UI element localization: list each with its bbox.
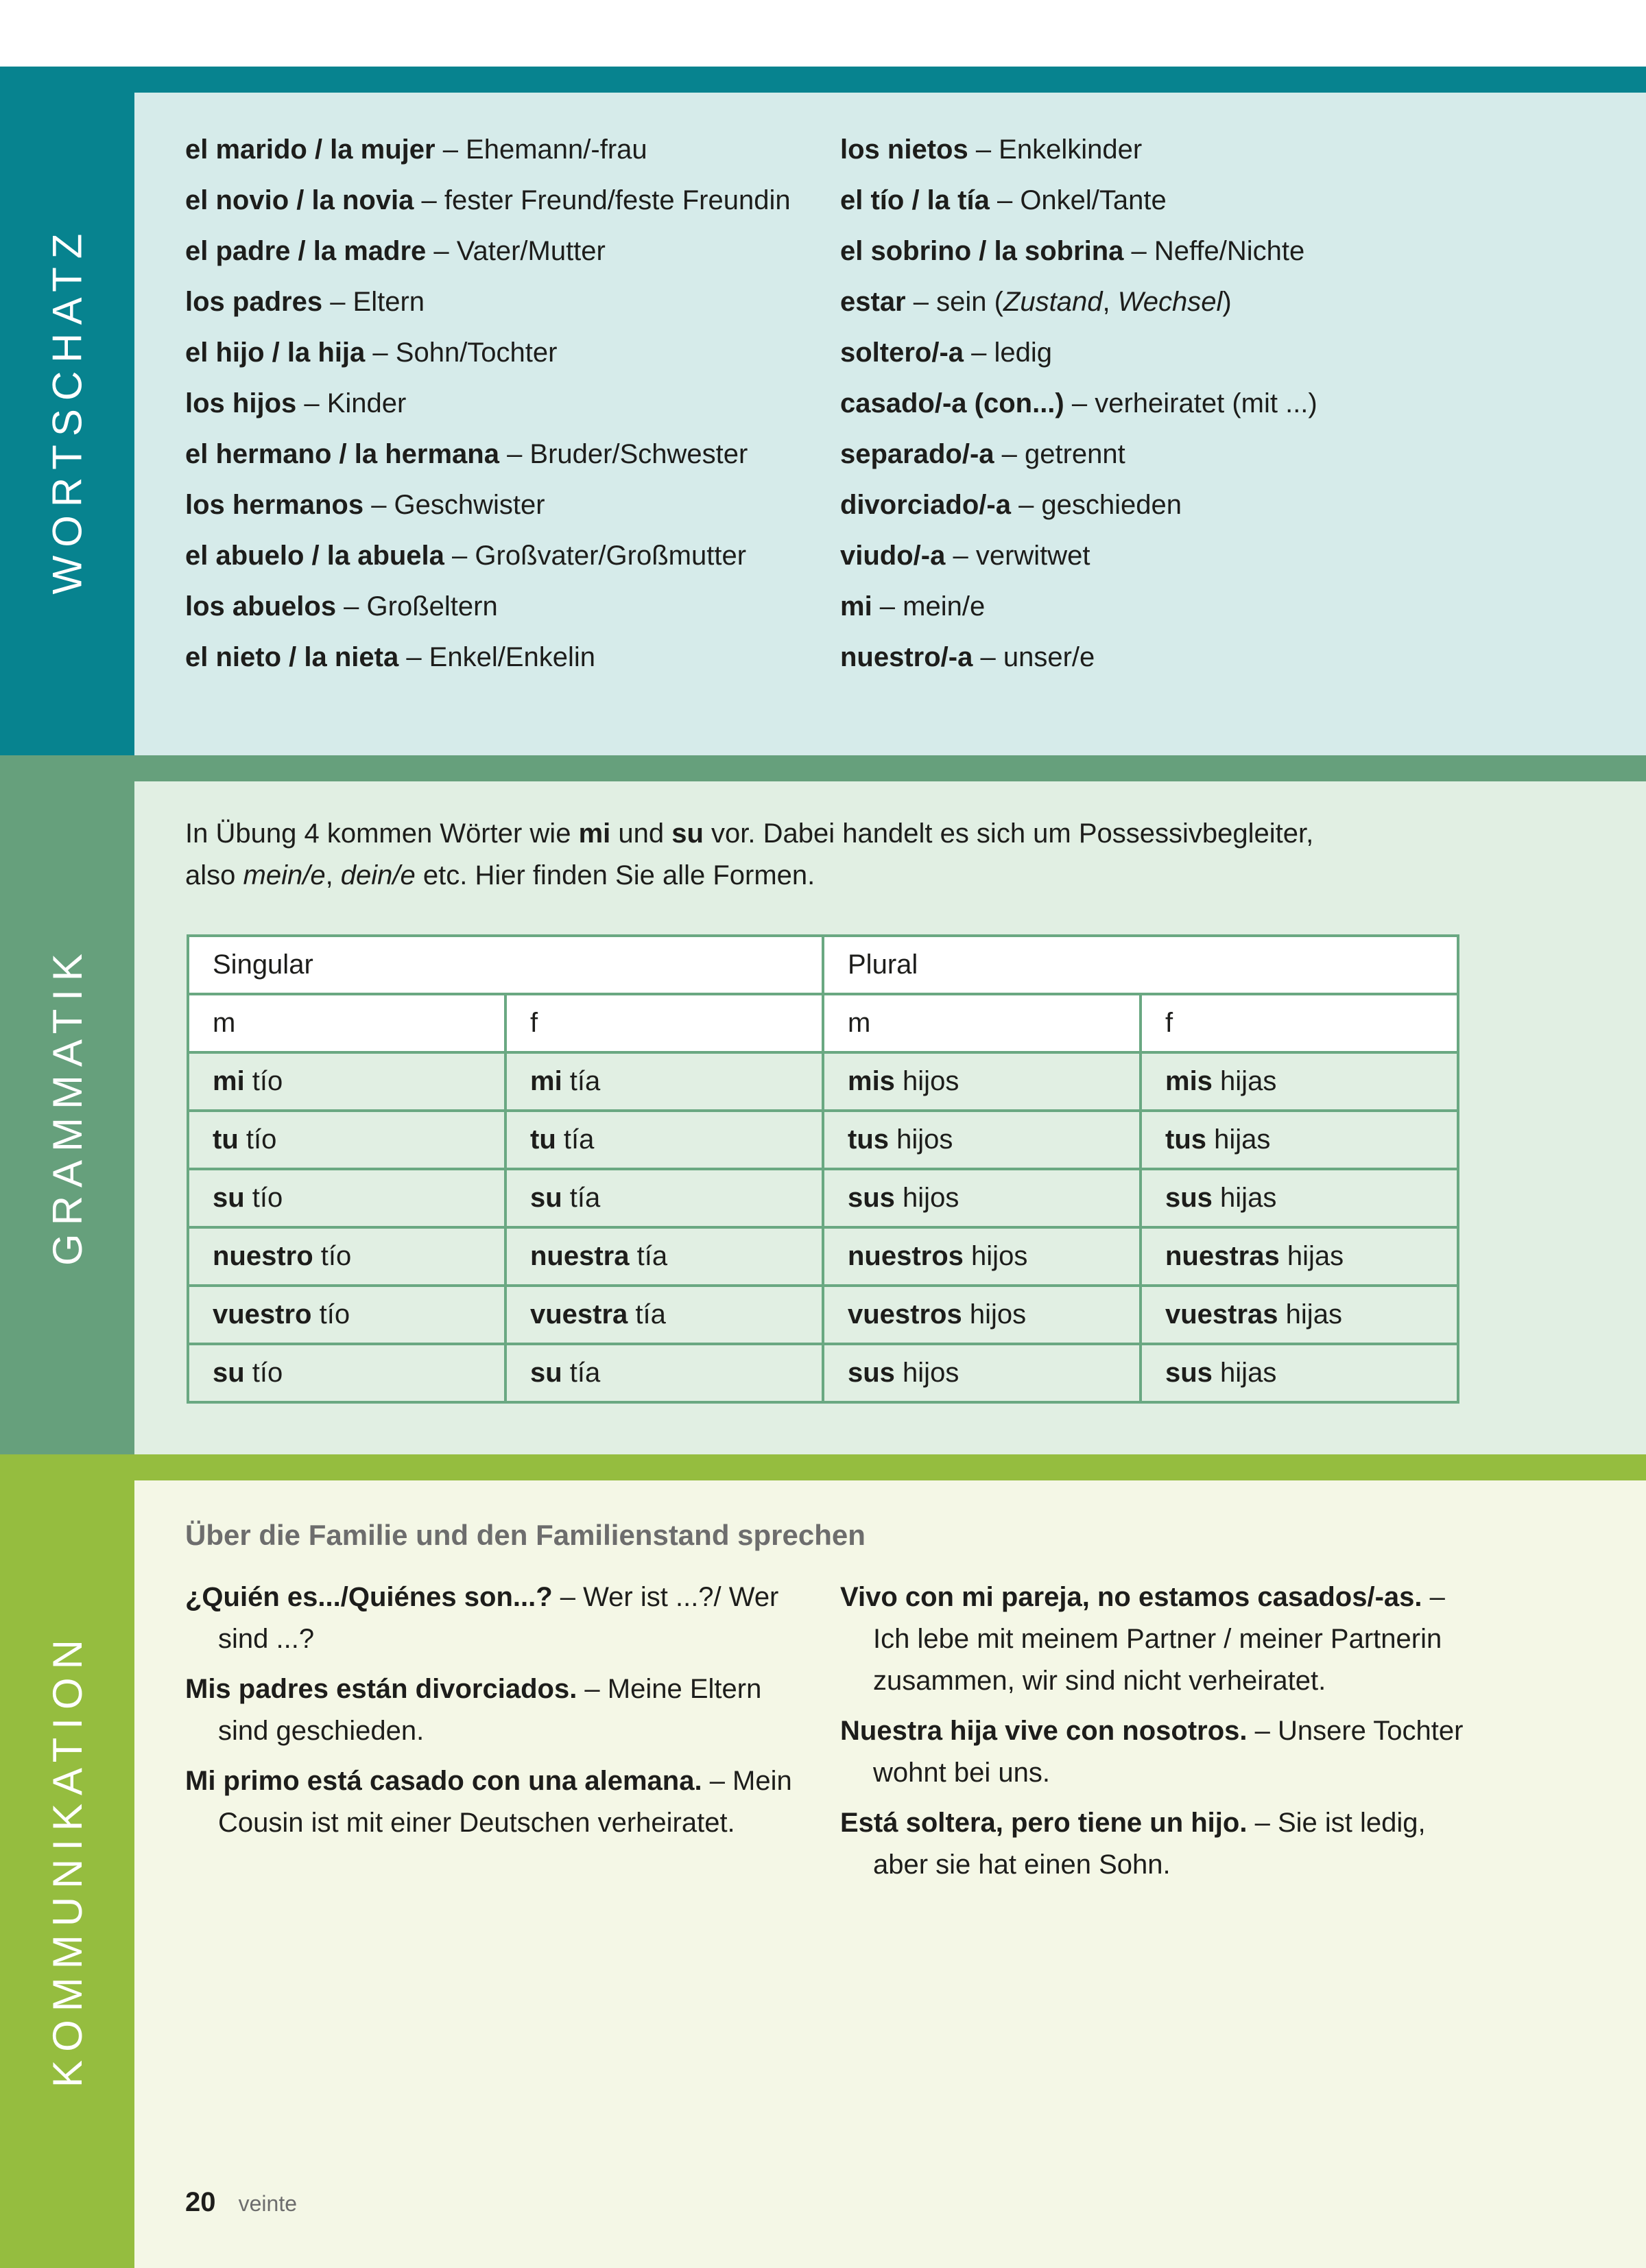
text: also [185, 860, 243, 890]
text: – Sie ist ledig, aber sie hat einen Sohn. [873, 1808, 1426, 1880]
text: – verheiratet (mit ...) [1064, 388, 1317, 418]
term: ¿Quién es.../Quiénes son...? [185, 1582, 553, 1612]
noun: tío [238, 1124, 277, 1155]
possessive: mi [530, 1066, 562, 1096]
list-item [840, 382, 1595, 425]
term: su [671, 818, 704, 849]
term: mi [840, 591, 872, 622]
text: – Eltern [322, 287, 425, 317]
possessive: vuestro [213, 1299, 312, 1330]
text: – Mein Cousin ist mit einer Deutschen verheiratet. [218, 1766, 792, 1838]
header-gender: m [823, 994, 1141, 1052]
noun: hijas [1212, 1358, 1277, 1388]
possessive: sus [1165, 1358, 1213, 1388]
list-item [840, 433, 1595, 475]
grammatik-bar [134, 755, 1646, 781]
possessive: sus [848, 1358, 895, 1388]
term: soltero/-a [840, 338, 964, 368]
possessive: tus [1165, 1124, 1206, 1155]
noun: hijos [894, 1183, 959, 1213]
text: mein/e [243, 860, 326, 890]
possessive: mi [213, 1066, 245, 1096]
grammatik-body [134, 781, 1646, 1454]
term: los nietos [840, 134, 968, 165]
term: viudo/-a [840, 541, 946, 571]
noun: hijos [889, 1124, 953, 1155]
text: – Unsere Tochter wohnt bei uns. [873, 1716, 1464, 1788]
text: – Großvater/Großmutter [444, 541, 747, 571]
intro-line [185, 813, 1488, 855]
term: el sobrino / la sobrina [840, 236, 1124, 266]
text: , [325, 860, 341, 890]
table-cell [1141, 1344, 1458, 1402]
kommunikation-body [134, 1480, 1646, 2268]
table-cell [188, 1052, 505, 1111]
possessive: vuestros [848, 1299, 962, 1330]
term: el marido / la mujer [185, 134, 436, 165]
term: el novio / la novia [185, 185, 414, 215]
noun: tío [313, 1241, 352, 1271]
noun: tío [244, 1358, 283, 1388]
vocab-left-column [185, 128, 844, 687]
term: estar [840, 287, 906, 317]
table-cell [823, 1344, 1141, 1402]
term: Nuestra hija vive con nosotros. [840, 1716, 1248, 1746]
table-cell [188, 1169, 505, 1227]
noun: hijas [1212, 1066, 1277, 1096]
list-item [185, 433, 844, 475]
wortschatz-bar [134, 67, 1646, 93]
table-group-row [188, 936, 1458, 994]
term: divorciado/-a [840, 490, 1011, 520]
list-item [185, 484, 844, 526]
noun: tía [562, 1066, 601, 1096]
term: los hijos [185, 388, 297, 418]
table-cell [188, 1286, 505, 1344]
noun: hijos [894, 1358, 959, 1388]
noun: tío [311, 1299, 350, 1330]
text: – Kinder [296, 388, 407, 418]
text: vor. Dabei handelt es sich um Possessivbegleiter, [703, 818, 1314, 849]
grammatik-label [0, 945, 134, 1266]
list-item [185, 1668, 802, 1752]
term: los hermanos [185, 490, 364, 520]
text: – Ich lebe mit meinem Partner / meiner Partnerin zusammen, wir sind nicht verheiratet. [873, 1582, 1445, 1696]
wortschatz-label [0, 225, 134, 594]
noun: hijos [894, 1066, 959, 1096]
noun: hijas [1206, 1124, 1271, 1155]
table-row [188, 1052, 1458, 1111]
list-item [185, 1760, 802, 1844]
possessive: nuestro [213, 1241, 313, 1271]
text: – Bruder/Schwester [499, 439, 748, 469]
possessive: su [213, 1358, 245, 1388]
noun: hijos [963, 1241, 1028, 1271]
page-word: veinte [238, 2191, 298, 2216]
text: – Enkelkinder [968, 134, 1143, 165]
table-cell [505, 1286, 823, 1344]
table-cell [505, 1227, 823, 1286]
noun: tía [628, 1299, 666, 1330]
list-item [185, 128, 844, 171]
table-cell [188, 1344, 505, 1402]
term: el nieto / la nieta [185, 642, 399, 672]
possessive: mis [848, 1066, 895, 1096]
table-row [188, 1111, 1458, 1169]
noun: tío [244, 1066, 283, 1096]
term: nuestro/-a [840, 642, 973, 672]
phrases-left-column [185, 1576, 802, 1852]
kommunikation-label [0, 1633, 134, 2086]
list-item [840, 636, 1595, 678]
term: el abuelo / la abuela [185, 541, 444, 571]
text: – Neffe/Nichte [1123, 236, 1305, 266]
text: etc. Hier finden Sie alle Formen. [415, 860, 815, 890]
possessive: vuestras [1165, 1299, 1278, 1330]
text: – sein ( [905, 287, 1003, 317]
text: Wechsel [1117, 287, 1223, 317]
possessive: sus [1165, 1183, 1213, 1213]
table-cell [505, 1344, 823, 1402]
page-number: 20 [185, 2187, 216, 2217]
term: casado/-a (con...) [840, 388, 1064, 418]
noun: tío [244, 1183, 283, 1213]
header-gender: m [188, 994, 505, 1052]
kommunikation-bar [134, 1454, 1646, 1480]
term: Mis padres están divorciados. [185, 1674, 577, 1704]
kommunikation-label-text: KOMMUNIKATION [44, 1631, 91, 2088]
list-item [185, 585, 844, 628]
noun: hijos [962, 1299, 1027, 1330]
text: , [1102, 287, 1118, 317]
possessive: tus [848, 1124, 889, 1155]
table-cell [1141, 1111, 1458, 1169]
wortschatz-body [134, 93, 1646, 755]
kommunikation-heading: Über die Familie und den Familienstand sprechen [185, 1519, 866, 1551]
text: – mein/e [872, 591, 986, 622]
list-item [840, 281, 1595, 323]
table-cell [188, 1227, 505, 1286]
term: el hermano / la hermana [185, 439, 499, 469]
table-cell [1141, 1286, 1458, 1344]
text: dein/e [340, 860, 416, 890]
list-item [840, 1576, 1471, 1702]
text: – ledig [964, 338, 1053, 368]
table-cell [1141, 1052, 1458, 1111]
possessive: vuestra [530, 1299, 628, 1330]
page-footer [185, 2187, 297, 2218]
list-item [185, 534, 844, 577]
noun: tía [562, 1358, 601, 1388]
table-cell [823, 1227, 1141, 1286]
text: und [610, 818, 672, 849]
table-cell [823, 1052, 1141, 1111]
phrases-right-column [840, 1576, 1471, 1894]
text: – Enkel/Enkelin [398, 642, 596, 672]
list-item [840, 534, 1595, 577]
text: – geschieden [1010, 490, 1182, 520]
term: el hijo / la hija [185, 338, 366, 368]
wortschatz-label-text: WORTSCHATZ [44, 225, 91, 594]
text: – Ehemann/-frau [435, 134, 647, 165]
text: Zustand [1003, 287, 1103, 317]
wortschatz-section [0, 67, 1646, 755]
text: – Großeltern [336, 591, 498, 622]
possessive: su [530, 1358, 562, 1388]
header-singular: Singular [188, 936, 823, 994]
text: – Wer ist ...?/ Wer sind ...? [218, 1582, 779, 1654]
term: Está soltera, pero tiene un hijo. [840, 1808, 1248, 1838]
term: el tío / la tía [840, 185, 990, 215]
possessive: su [213, 1183, 245, 1213]
term: el padre / la madre [185, 236, 427, 266]
table-row [188, 1344, 1458, 1402]
noun: hijas [1212, 1183, 1277, 1213]
grammatik-section [0, 755, 1646, 1454]
text: – Meine Eltern sind geschieden. [218, 1674, 762, 1746]
noun: hijas [1279, 1241, 1344, 1271]
list-item [840, 1802, 1471, 1886]
noun: tía [556, 1124, 595, 1155]
table-row [188, 1227, 1458, 1286]
list-item [185, 331, 844, 374]
possessive: nuestra [530, 1241, 630, 1271]
possessive: nuestras [1165, 1241, 1280, 1271]
text: – Onkel/Tante [989, 185, 1167, 215]
table-gender-row [188, 994, 1458, 1052]
text: – unser/e [973, 642, 1095, 672]
term: separado/-a [840, 439, 994, 469]
table-cell [505, 1169, 823, 1227]
noun: tía [629, 1241, 668, 1271]
text: In Übung 4 kommen Wörter wie [185, 818, 579, 849]
list-item [185, 1576, 802, 1660]
table-cell [823, 1286, 1141, 1344]
possessive: nuestros [848, 1241, 964, 1271]
term: mi [578, 818, 611, 849]
text: – verwitwet [945, 541, 1090, 571]
header-plural: Plural [823, 936, 1458, 994]
list-item [185, 636, 844, 678]
possessive-table [187, 934, 1459, 1404]
list-item [185, 179, 844, 222]
table-cell [505, 1111, 823, 1169]
table-cell [1141, 1169, 1458, 1227]
table-cell [505, 1052, 823, 1111]
term: los abuelos [185, 591, 337, 622]
list-item [840, 230, 1595, 272]
table-cell [188, 1111, 505, 1169]
term: los padres [185, 287, 323, 317]
table-cell [1141, 1227, 1458, 1286]
intro-line [185, 855, 1488, 897]
list-item [185, 382, 844, 425]
list-item [185, 230, 844, 272]
noun: hijas [1278, 1299, 1342, 1330]
list-item [840, 484, 1595, 526]
possessive: su [530, 1183, 562, 1213]
text: – Vater/Mutter [426, 236, 606, 266]
list-item [185, 281, 844, 323]
text: – getrennt [994, 439, 1125, 469]
list-item [840, 179, 1595, 222]
table-body [188, 1052, 1458, 1402]
table-row [188, 1286, 1458, 1344]
vocab-right-column [840, 128, 1595, 687]
term: Vivo con mi pareja, no estamos casados/-as. [840, 1582, 1422, 1612]
list-item [840, 585, 1595, 628]
text: ) [1222, 287, 1232, 317]
possessive: mis [1165, 1066, 1213, 1096]
header-gender: f [1141, 994, 1458, 1052]
text: – Sohn/Tochter [365, 338, 558, 368]
list-item [840, 128, 1595, 171]
text: – fester Freund/feste Freundin [414, 185, 791, 215]
header-gender: f [505, 994, 823, 1052]
noun: tía [562, 1183, 601, 1213]
grammar-intro [185, 813, 1488, 897]
table-cell [823, 1169, 1141, 1227]
kommunikation-section [0, 1454, 1646, 2268]
grammatik-label-text: GRAMMATIK [44, 945, 91, 1266]
possessive: tu [213, 1124, 239, 1155]
text: – Geschwister [363, 490, 545, 520]
list-item [840, 1710, 1471, 1794]
possessive: tu [530, 1124, 556, 1155]
term: Mi primo está casado con una alemana. [185, 1766, 702, 1796]
table-row [188, 1169, 1458, 1227]
table-cell [823, 1111, 1141, 1169]
list-item [840, 331, 1595, 374]
possessive: sus [848, 1183, 895, 1213]
